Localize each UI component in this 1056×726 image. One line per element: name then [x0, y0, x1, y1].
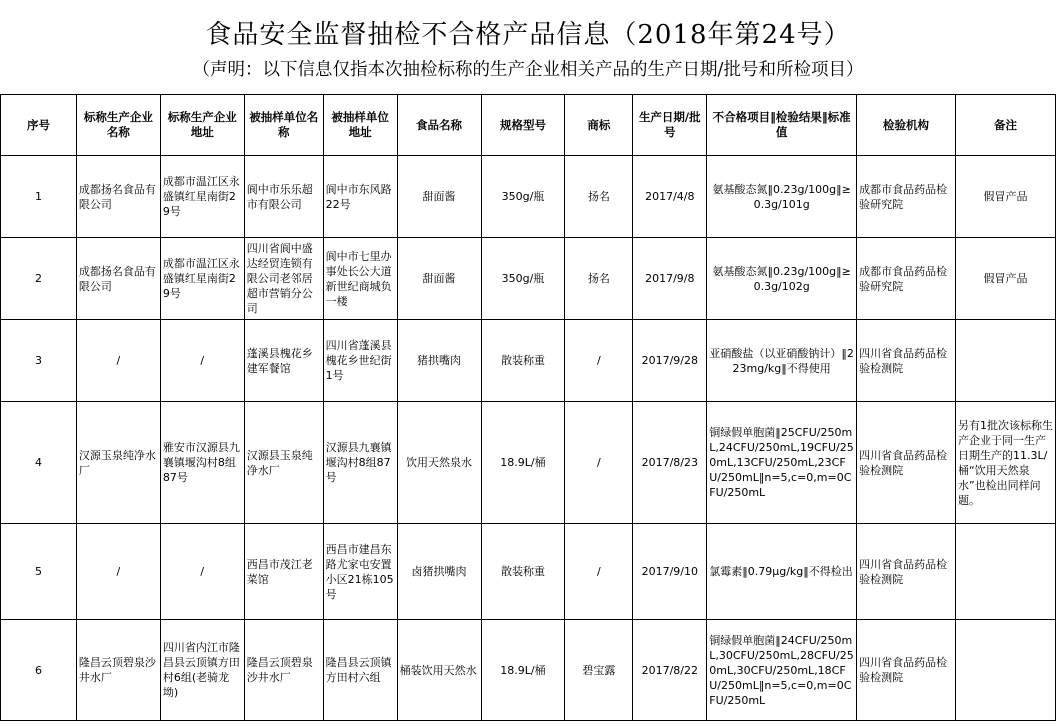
cell-sampled-address: 阆中市东风路22号 — [323, 156, 397, 238]
cell-sampled-unit: 汉源县玉泉纯净水厂 — [244, 402, 323, 524]
cell-producer-name: / — [76, 320, 160, 402]
header-row — [1, 95, 1056, 156]
cell-date: 2017/9/28 — [633, 320, 707, 402]
cell-spec: 350g/瓶 — [481, 238, 565, 320]
cell-producer-name: / — [76, 524, 160, 620]
cell-spec: 350g/瓶 — [481, 156, 565, 238]
cell-date: 2017/4/8 — [633, 156, 707, 238]
cell-sampled-unit: 隆昌云顶碧泉沙井水厂 — [244, 620, 323, 721]
header-cell: 生产日期/批号 — [633, 95, 707, 156]
page-subtitle: （声明：以下信息仅指本次抽检标称的生产企业相关产品的生产日期/批号和所检项目） — [192, 60, 864, 80]
cell-agency: 四川省食品药品检验检测院 — [857, 320, 956, 402]
cell-brand: / — [565, 320, 633, 402]
cell-producer-name: 汉源玉泉纯净水厂 — [76, 402, 160, 524]
header-cell: 备注 — [955, 95, 1055, 156]
cell-sampled-unit: 西昌市茂江老菜馆 — [244, 524, 323, 620]
cell-agency: 四川省食品药品检验检测院 — [857, 620, 956, 721]
table-row — [1, 156, 1056, 238]
cell-agency: 四川省食品药品检验检测院 — [857, 402, 956, 524]
cell-index: 4 — [1, 402, 77, 524]
cell-producer-name: 隆昌云顶碧泉沙井水厂 — [76, 620, 160, 721]
cell-index: 5 — [1, 524, 77, 620]
cell-producer-address: 四川省内江市隆昌县云顶镇方田村6组(老骑龙坳) — [160, 620, 244, 721]
cell-producer-address: / — [160, 524, 244, 620]
cell-agency: 成都市食品药品检验研究院 — [857, 238, 956, 320]
cell-date: 2017/9/10 — [633, 524, 707, 620]
header-cell: 检验机构 — [857, 95, 956, 156]
header-cell: 标称生产企业地址 — [160, 95, 244, 156]
cell-index: 3 — [1, 320, 77, 402]
header-cell: 被抽样单位名称 — [244, 95, 323, 156]
cell-brand: 扬名 — [565, 238, 633, 320]
table-row — [1, 402, 1056, 524]
cell-index: 6 — [1, 620, 77, 721]
cell-date: 2017/9/8 — [633, 238, 707, 320]
cell-failed-item: 铜绿假单胞菌‖25CFU/250mL,24CFU/250mL,19CFU/250mL,13CFU/250mL,23CFU/250mL‖n=5,c=0,m=0CFU/250mL — [707, 402, 857, 524]
cell-brand: / — [565, 524, 633, 620]
cell-food-name: 猪拱嘴肉 — [397, 320, 481, 402]
cell-food-name: 卤猪拱嘴肉 — [397, 524, 481, 620]
cell-sampled-unit: 阆中市乐乐超市有限公司 — [244, 156, 323, 238]
table-row — [1, 620, 1056, 721]
results-table — [0, 94, 1056, 721]
cell-date: 2017/8/23 — [633, 402, 707, 524]
cell-remark: 假冒产品 — [955, 238, 1055, 320]
cell-sampled-address: 西昌市建昌东路尤家屯安置小区21栋105号 — [323, 524, 397, 620]
cell-producer-name: 成都扬名食品有限公司 — [76, 156, 160, 238]
cell-agency: 四川省食品药品检验检测院 — [857, 524, 956, 620]
cell-sampled-address: 四川省蓬溪县槐花乡世纪街1号 — [323, 320, 397, 402]
header-cell: 食品名称 — [397, 95, 481, 156]
cell-spec: 散装称重 — [481, 524, 565, 620]
cell-failed-item: 铜绿假单胞菌‖24CFU/250mL,30CFU/250mL,28CFU/250mL,30CFU/250mL,18CFU/250mL‖n=5,c=0,m=0CFU/250mL — [707, 620, 857, 721]
cell-brand: / — [565, 402, 633, 524]
cell-sampled-address: 隆昌县云顶镇方田村六组 — [323, 620, 397, 721]
cell-date: 2017/8/22 — [633, 620, 707, 721]
cell-food-name: 饮用天然泉水 — [397, 402, 481, 524]
cell-food-name: 甜面酱 — [397, 238, 481, 320]
cell-agency: 成都市食品药品检验研究院 — [857, 156, 956, 238]
cell-failed-item: 亚硝酸盐（以亚硝酸钠计）‖223mg/kg‖不得使用 — [707, 320, 857, 402]
cell-failed-item: 氯霉素‖0.79μg/kg‖不得检出 — [707, 524, 857, 620]
cell-brand: 碧宝露 — [565, 620, 633, 721]
table-row — [1, 238, 1056, 320]
cell-sampled-unit: 蓬溪县槐花乡建军餐馆 — [244, 320, 323, 402]
cell-spec: 散装称重 — [481, 320, 565, 402]
cell-index: 2 — [1, 238, 77, 320]
table-row — [1, 320, 1056, 402]
cell-sampled-address: 汉源县九襄镇堰沟村8组87号 — [323, 402, 397, 524]
cell-sampled-unit: 四川省阆中盛达经贸连锁有限公司老邻居超市营销分公司 — [244, 238, 323, 320]
cell-remark — [955, 620, 1055, 721]
header-cell: 序号 — [1, 95, 77, 156]
cell-index: 1 — [1, 156, 77, 238]
cell-brand: 扬名 — [565, 156, 633, 238]
cell-failed-item: 氨基酸态氮‖0.23g/100g‖≥0.3g/102g — [707, 238, 857, 320]
table-row — [1, 524, 1056, 620]
cell-producer-address: 成都市温江区永盛镇红星南街29号 — [160, 156, 244, 238]
cell-sampled-address: 阆中市七里办事处长公大道新世纪商城负一楼 — [323, 238, 397, 320]
cell-remark: 另有1批次该标称生产企业于同一生产日期生产的11.3L/桶“饮用天然泉水”也检出同样问题。 — [955, 402, 1055, 524]
cell-remark — [955, 524, 1055, 620]
header-cell: 商标 — [565, 95, 633, 156]
header-cell: 不合格项目‖检验结果‖标准值 — [707, 95, 857, 156]
cell-producer-address: 雅安市汉源县九襄镇堰沟村8组87号 — [160, 402, 244, 524]
cell-spec: 18.9L/桶 — [481, 402, 565, 524]
header-cell: 被抽样单位地址 — [323, 95, 397, 156]
cell-remark: 假冒产品 — [955, 156, 1055, 238]
cell-producer-address: / — [160, 320, 244, 402]
header-cell: 标称生产企业名称 — [76, 95, 160, 156]
cell-food-name: 桶装饮用天然水 — [397, 620, 481, 721]
cell-food-name: 甜面酱 — [397, 156, 481, 238]
cell-failed-item: 氨基酸态氮‖0.23g/100g‖≥0.3g/101g — [707, 156, 857, 238]
cell-producer-address: 成都市温江区永盛镇红星南街29号 — [160, 238, 244, 320]
cell-producer-name: 成都扬名食品有限公司 — [76, 238, 160, 320]
header-cell: 规格型号 — [481, 95, 565, 156]
cell-spec: 18.9L/桶 — [481, 620, 565, 721]
cell-remark — [955, 320, 1055, 402]
page-title: 食品安全监督抽检不合格产品信息（2018年第24号） — [205, 20, 851, 50]
